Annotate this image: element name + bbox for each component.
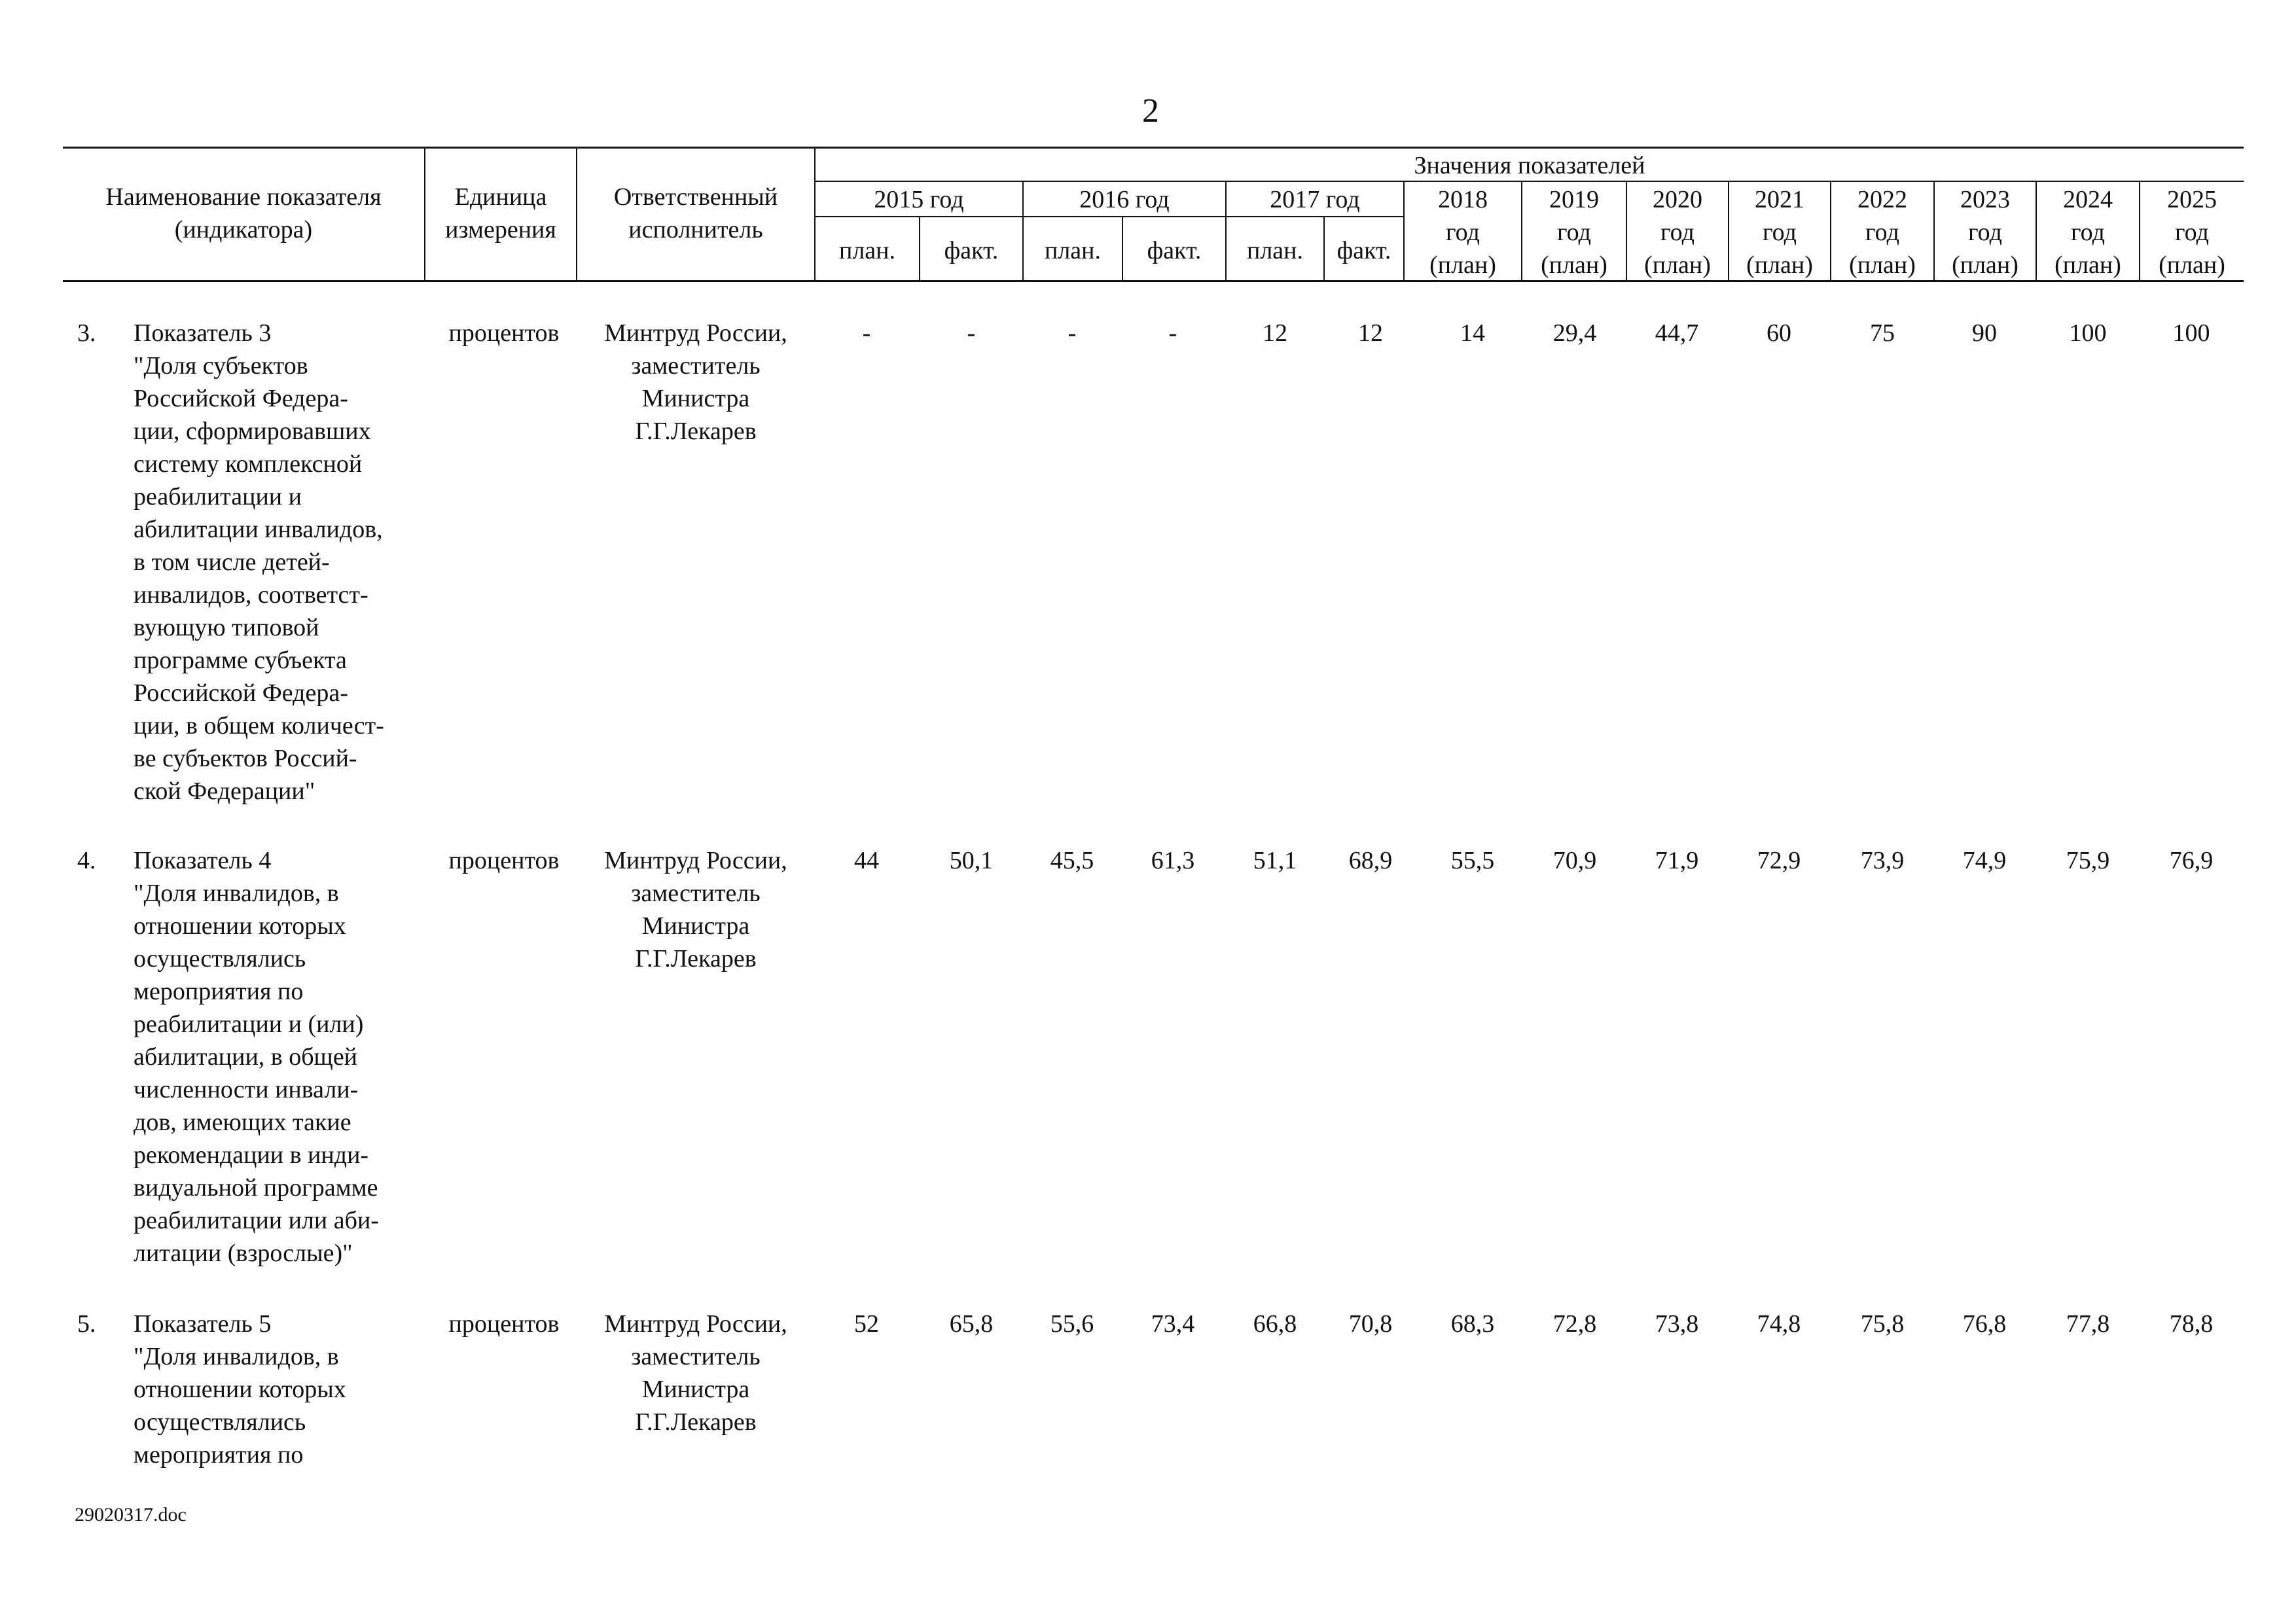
value-cell: 68,9 xyxy=(1348,847,1393,874)
value-cell: 61,3 xyxy=(1151,847,1195,874)
value-cell: 70,8 xyxy=(1348,1310,1393,1338)
value-cell: 52 xyxy=(854,1310,879,1338)
value-cell: - xyxy=(1168,319,1177,347)
value-cell: - xyxy=(967,319,976,347)
header-plan: план. xyxy=(838,237,895,264)
value-cell: 55,6 xyxy=(1050,1310,1094,1338)
value-cell: 51,1 xyxy=(1253,847,1297,874)
value-cell: 76,8 xyxy=(1962,1310,2007,1338)
header-fact: факт. xyxy=(944,237,999,264)
value-cell: 14 xyxy=(1460,319,1485,347)
value-cell: 75,9 xyxy=(2066,847,2110,874)
value-cell: 29,4 xyxy=(1552,319,1597,347)
row-number: 5. xyxy=(77,1310,96,1338)
header-year-2021: 2021 год (план) xyxy=(1746,186,1813,279)
unit-cell: процентов xyxy=(448,319,560,347)
unit-cell: процентов xyxy=(448,847,560,874)
header-year-2025: 2025 год (план) xyxy=(2159,186,2225,279)
value-cell: 73,9 xyxy=(1860,847,1905,874)
value-cell: 45,5 xyxy=(1050,847,1094,874)
value-cell: 72,9 xyxy=(1757,847,1801,874)
value-cell: 100 xyxy=(2172,319,2210,347)
header-year-2024: 2024 год (план) xyxy=(2054,186,2121,279)
value-cell: 90 xyxy=(1972,319,1997,347)
header-plan: план. xyxy=(1246,237,1303,264)
value-cell: - xyxy=(862,319,871,347)
row-number: 4. xyxy=(77,847,96,874)
header-year-2023: 2023 год (план) xyxy=(1952,186,2018,279)
value-cell: - xyxy=(1067,319,1077,347)
value-cell: 44 xyxy=(854,847,879,874)
header-executor: Ответственный исполнитель xyxy=(613,183,778,243)
header-values-group: Значения показателей xyxy=(1414,152,1645,179)
value-cell: 74,9 xyxy=(1962,847,2007,874)
split-years-underline xyxy=(814,216,1403,217)
header-year-2022: 2022 год (план) xyxy=(1849,186,1916,279)
header-year-2015: 2015 год xyxy=(874,186,964,213)
row-number: 3. xyxy=(77,319,96,347)
indicator-name: Показатель 3 "Доля субъектов Российской Федера- ции, сформировавших систему комплексной реабилитации и абилитации инвалидов, в том числе детей- инвалидов, соответст- вующую типовой программе субъекта Российской Федера- ции, в общем количест- ве субъектов Россий- ской Федерации" xyxy=(134,319,384,805)
header-year-2018: 2018 год (план) xyxy=(1429,186,1496,279)
header-fact: факт. xyxy=(1336,237,1391,264)
header-year-2020: 2020 год (план) xyxy=(1644,186,1711,279)
value-cell: 72,8 xyxy=(1552,1310,1597,1338)
header-unit: Единица измерения xyxy=(445,183,556,243)
table-top-border xyxy=(63,147,2244,149)
page-number: 2 xyxy=(1142,92,1159,130)
value-cell: 68,3 xyxy=(1450,1310,1495,1338)
executor-cell: Минтруд России, заместитель Министра Г.Г.Лекарев xyxy=(604,319,787,445)
indicator-name: Показатель 4 "Доля инвалидов, в отношении которых осуществлялись мероприятия по реабилитации и (или) абилитации, в общей численности инвали- дов, имеющих такие рекомендации в инди- видуальной программе реабилитации или аби- литации (взрослые)" xyxy=(134,847,379,1267)
value-cell: 66,8 xyxy=(1253,1310,1297,1338)
value-cell: 74,8 xyxy=(1757,1310,1801,1338)
header-year-2016: 2016 год xyxy=(1079,186,1170,213)
value-cell: 73,8 xyxy=(1655,1310,1699,1338)
value-cell: 60 xyxy=(1767,319,1791,347)
value-cell: 71,9 xyxy=(1655,847,1699,874)
value-cell: 76,9 xyxy=(2169,847,2214,874)
value-cell: 50,1 xyxy=(949,847,994,874)
unit-cell: процентов xyxy=(448,1310,560,1338)
header-year-2017: 2017 год xyxy=(1270,186,1360,213)
value-cell: 70,9 xyxy=(1552,847,1597,874)
value-cell: 73,4 xyxy=(1151,1310,1195,1338)
executor-cell: Минтруд России, заместитель Министра Г.Г.Лекарев xyxy=(604,1310,787,1436)
value-cell: 77,8 xyxy=(2066,1310,2110,1338)
header-name: Наименование показателя (индикатора) xyxy=(105,183,382,243)
value-cell: 12 xyxy=(1358,319,1383,347)
header-plan: план. xyxy=(1044,237,1101,264)
value-cell: 55,5 xyxy=(1450,847,1495,874)
value-cell: 65,8 xyxy=(949,1310,994,1338)
indicator-name: Показатель 5 "Доля инвалидов, в отношении которых осуществлялись мероприятия по xyxy=(134,1310,346,1469)
value-cell: 100 xyxy=(2069,319,2107,347)
value-cell: 12 xyxy=(1263,319,1287,347)
value-cell: 75 xyxy=(1870,319,1895,347)
value-cell: 44,7 xyxy=(1655,319,1699,347)
header-fact: факт. xyxy=(1147,237,1202,264)
value-cell: 75,8 xyxy=(1860,1310,1905,1338)
executor-cell: Минтруд России, заместитель Министра Г.Г.Лекарев xyxy=(604,847,787,972)
value-cell: 78,8 xyxy=(2169,1310,2214,1338)
document-footer-filename: 29020317.doc xyxy=(75,1504,187,1525)
header-year-2019: 2019 год (план) xyxy=(1541,186,1607,279)
